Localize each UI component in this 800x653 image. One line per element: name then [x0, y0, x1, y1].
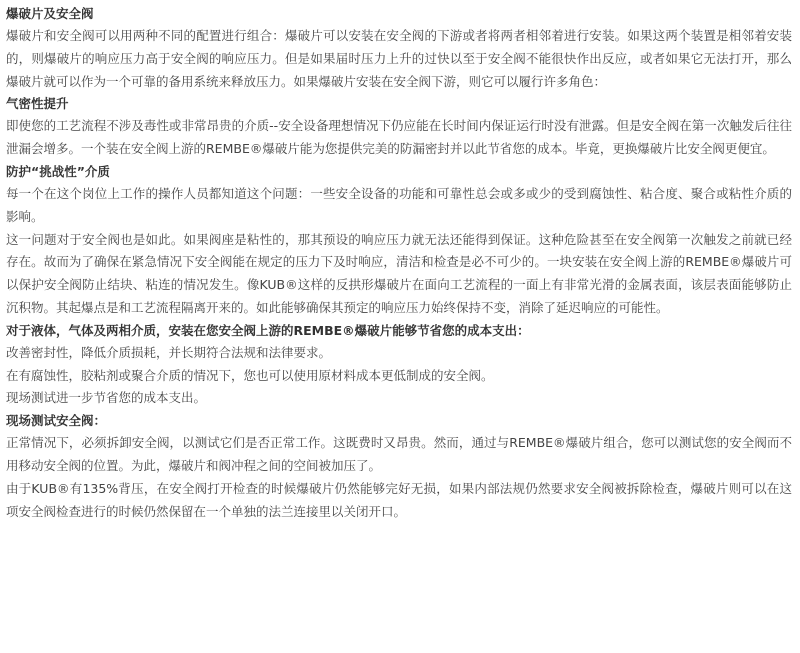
paragraph: 爆破片和安全阀可以用两种不同的配置进行组合：爆破片可以安装在安全阀的下游或者将两者相邻着进行安装。如果这两个装置是相邻着安装的，则爆破片的响应压力高于安全阀的响应压力。但是如果届时压力上升的过快以至于安全阀不能很快作出反应，或者如果它无法打开，那么爆破片就可以作为一个可靠的备用系统来释放压力。如果爆破片安装在安全阀下游，则它可以履行许多角色：: [6, 28, 792, 89]
section-cost-savings: [6, 320, 792, 410]
section-rupture-disc-and-safety-valve: [6, 3, 792, 93]
paragraph: 在有腐蚀性，胶粘剂或聚合介质的情况下，您也可以使用原材料成本更低制成的安全阀。: [6, 367, 494, 383]
paragraph: 正常情况下，必须拆卸安全阀，以测试它们是否正常工作。这既费时又昂贵。然而，通过与REMBE®爆破片组合，您可以测试您的安全阀而不用移动安全阀的位置。为此，爆破片和阀冲程之间的空间被加压了。: [6, 435, 792, 473]
section-heading: 爆破片及安全阀: [6, 6, 94, 21]
paragraph: 现场测试进一步节省您的成本支出。: [6, 390, 207, 406]
paragraph: 每一个在这个岗位上工作的操作人员都知道这个问题：一些安全设备的功能和可靠性总会或多或少的受到腐蚀性、粘合度、聚合或粘性介质的影响。: [6, 185, 792, 224]
paragraph: 这一问题对于安全阀也是如此。如果阀座是粘性的，那其预设的响应压力就无法还能得到保证。这种危险甚至在安全阀第一次触发之前就已经存在。故而为了确保在紧急情况下安全阀能在规定的压力下及时响应，清洁和检查是必不可少的。一块安装在安全阀上游的REMBE®爆破片可以保护安全阀防止结块、粘连的情况发生。像KUB®这样的反拱形爆破片在面向工艺流程的一面上有非常光滑的金属表面，该层表面能够防止沉积物。其起爆点是和工艺流程隔离开来的。如此能够确保其预定的响应压力始终保持不变，消除了延迟响应的可能性。: [6, 231, 792, 315]
section-heading: 防护“挑战性”介质: [6, 163, 110, 179]
section-heading: 对于液体，气体及两相介质，安装在您安全阀上游的REMBE®爆破片能够节省您的成本支出：: [6, 322, 530, 338]
paragraph: 即使您的工艺流程不涉及毒性或非常昂贵的介质--安全设备理想情况下仍应能在长时间内保证运行时没有泄露。但是安全阀在第一次触发后往往泄漏会增多。一个装在安全阀上游的REMBE®爆破片能为您提供完美的防漏密封并以此节省您的成本。毕竟，更换爆破片比安全阀更便宜。: [6, 118, 792, 157]
paragraph: 改善密封性，降低介质损耗，并长期符合法规和法律要求。: [6, 344, 332, 360]
section-airtightness: [6, 93, 792, 161]
section-challenging-media: [6, 161, 792, 320]
section-heading: 气密性提升: [6, 96, 69, 112]
paragraph: 由于KUB®有135%背压，在安全阀打开检查的时候爆破片仍然能够完好无损，如果内部法规仍然要求安全阀被拆除检查，爆破片则可以在这项安全阀检查进行的时候仍然保留在一个单独的法兰连接里以关闭开口。: [6, 480, 792, 519]
section-heading: 现场测试安全阀：: [6, 413, 107, 429]
section-field-testing: [6, 410, 792, 523]
